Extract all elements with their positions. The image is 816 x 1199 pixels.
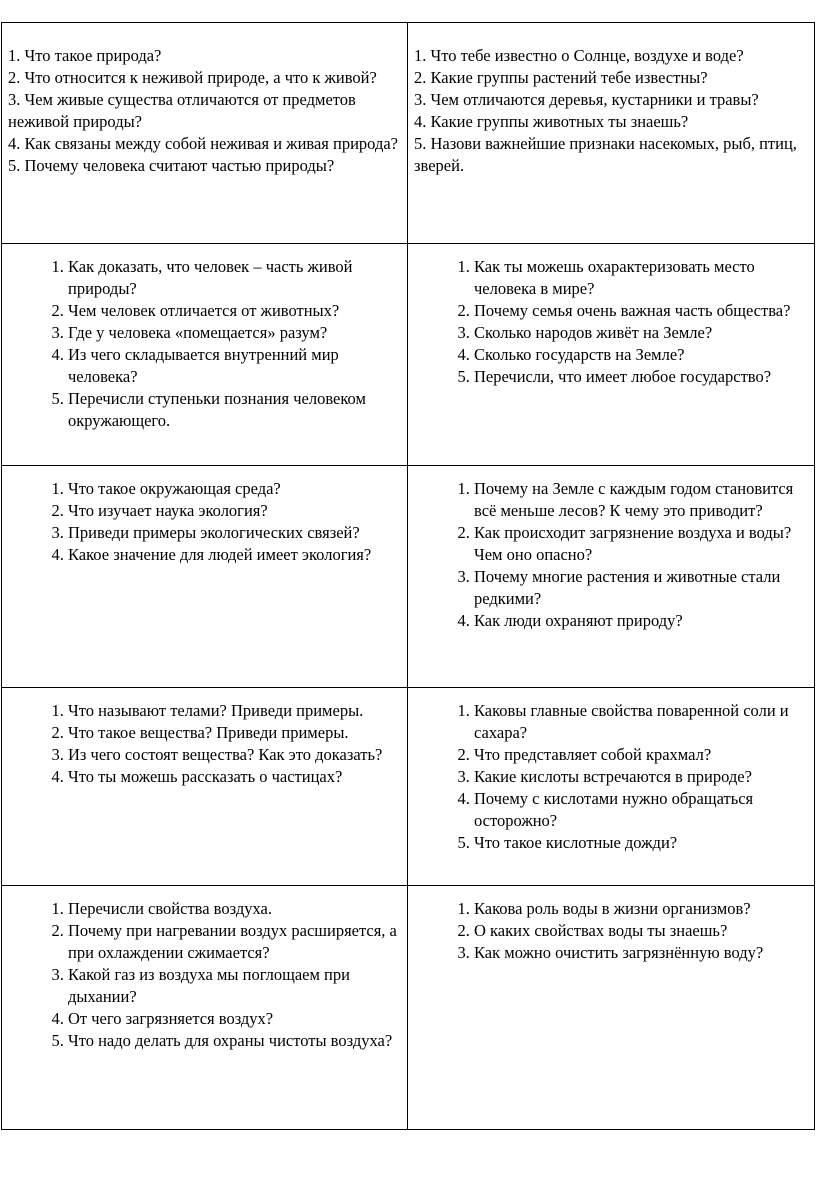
question-item: 2. О каких свойствах воды ты знаешь? xyxy=(474,920,806,942)
question-item: 3. Почему многие растения и животные стали редкими? xyxy=(474,566,806,610)
question-item: 2. Как происходит загрязнение воздуха и воды? Чем оно опасно? xyxy=(474,522,806,566)
question-item: 1. Как ты можешь охарактеризовать место человека в мире? xyxy=(474,256,806,300)
question-item: 4. Почему с кислотами нужно обращаться осторожно? xyxy=(474,788,806,832)
question-item: 1. Какова роль воды в жизни организмов? xyxy=(474,898,806,920)
question-cards-table xyxy=(1,22,815,1130)
question-item: 1. Что тебе известно о Солнце, воздухе и воде? xyxy=(414,46,744,65)
question-item: 4. Как люди охраняют природу? xyxy=(474,610,806,632)
question-item: 2. Что изучает наука экология? xyxy=(68,500,399,522)
question-item: 3. Какие кислоты встречаются в природе? xyxy=(474,766,806,788)
question-item: 5. Перечисли, что имеет любое государство? xyxy=(474,366,806,388)
question-item: 5. Что такое кислотные дожди? xyxy=(474,832,806,854)
question-item: 1. Перечисли свойства воздуха. xyxy=(68,898,399,920)
card-row-1 xyxy=(2,23,815,244)
question-list xyxy=(408,478,814,632)
question-item: 4. Как связаны между собой неживая и живая природа? xyxy=(8,134,398,153)
question-item: 5. Назови важнейшие признаки насекомых, рыб, птиц, зверей. xyxy=(414,134,797,175)
question-list xyxy=(408,898,814,964)
question-item: 1. Что такое окружающая среда? xyxy=(68,478,399,500)
card-row-2 xyxy=(2,244,815,466)
question-item: 5. Что надо делать для охраны чистоты воздуха? xyxy=(68,1030,399,1052)
question-item: 1. Что называют телами? Приведи примеры. xyxy=(68,700,399,722)
card-row-4 xyxy=(2,688,815,886)
card-2-1 xyxy=(2,244,408,466)
question-item: 3. Где у человека «помещается» разум? xyxy=(68,322,399,344)
question-item: 3. Чем отличаются деревья, кустарники и травы? xyxy=(414,90,759,109)
question-item: 2. Что относится к неживой природе, а что к живой? xyxy=(8,68,377,87)
card-4-1 xyxy=(2,688,408,886)
question-list xyxy=(408,256,814,388)
question-item: 2. Какие группы растений тебе известны? xyxy=(414,68,708,87)
card-5-2 xyxy=(408,886,815,1130)
question-item: 3. Приведи примеры экологических связей? xyxy=(68,522,399,544)
question-item: 1. Почему на Земле с каждым годом становится всё меньше лесов? К чему это приводит? xyxy=(474,478,806,522)
question-block xyxy=(408,23,814,177)
question-list xyxy=(408,700,814,854)
question-item: 3. Из чего состоят вещества? Как это доказать? xyxy=(68,744,399,766)
question-list xyxy=(2,256,407,432)
question-item: 2. Что такое вещества? Приведи примеры. xyxy=(68,722,399,744)
question-list xyxy=(2,700,407,788)
question-item: 3. Как можно очистить загрязнённую воду? xyxy=(474,942,806,964)
question-item: 4. Из чего складывается внутренний мир человека? xyxy=(68,344,399,388)
question-item: 3. Какой газ из воздуха мы поглощаем при дыхании? xyxy=(68,964,399,1008)
question-list xyxy=(2,478,407,566)
question-item: 4. Какие группы животных ты знаешь? xyxy=(414,112,689,131)
card-row-5 xyxy=(2,886,815,1130)
question-item: 5. Почему человека считают частью природы? xyxy=(8,156,335,175)
question-item: 1. Что такое природа? xyxy=(8,46,162,65)
card-3-1 xyxy=(2,466,408,688)
card-1-1 xyxy=(2,23,408,244)
question-item: 1. Каковы главные свойства поваренной соли и сахара? xyxy=(474,700,806,744)
question-list xyxy=(2,898,407,1052)
question-item: 4. От чего загрязняется воздух? xyxy=(68,1008,399,1030)
card-1-2 xyxy=(408,23,815,244)
card-2-2 xyxy=(408,244,815,466)
question-item: 5. Перечисли ступеньки познания человеком окружающего. xyxy=(68,388,399,432)
question-item: 4. Что ты можешь рассказать о частицах? xyxy=(68,766,399,788)
question-item: 2. Почему при нагревании воздух расширяется, а при охлаждении сжимается? xyxy=(68,920,399,964)
question-item: 4. Сколько государств на Земле? xyxy=(474,344,806,366)
question-item: 2. Что представляет собой крахмал? xyxy=(474,744,806,766)
question-item: 2. Почему семья очень важная часть общества? xyxy=(474,300,806,322)
card-row-3 xyxy=(2,466,815,688)
question-item: 2. Чем человек отличается от животных? xyxy=(68,300,399,322)
question-item: 1. Как доказать, что человек – часть живой природы? xyxy=(68,256,399,300)
question-item: 4. Какое значение для людей имеет экология? xyxy=(68,544,399,566)
card-4-2 xyxy=(408,688,815,886)
question-item: 3. Сколько народов живёт на Земле? xyxy=(474,322,806,344)
card-5-1 xyxy=(2,886,408,1130)
question-item: 3. Чем живые существа отличаются от предметов неживой природы? xyxy=(8,90,356,131)
question-block xyxy=(2,23,407,177)
card-3-2 xyxy=(408,466,815,688)
